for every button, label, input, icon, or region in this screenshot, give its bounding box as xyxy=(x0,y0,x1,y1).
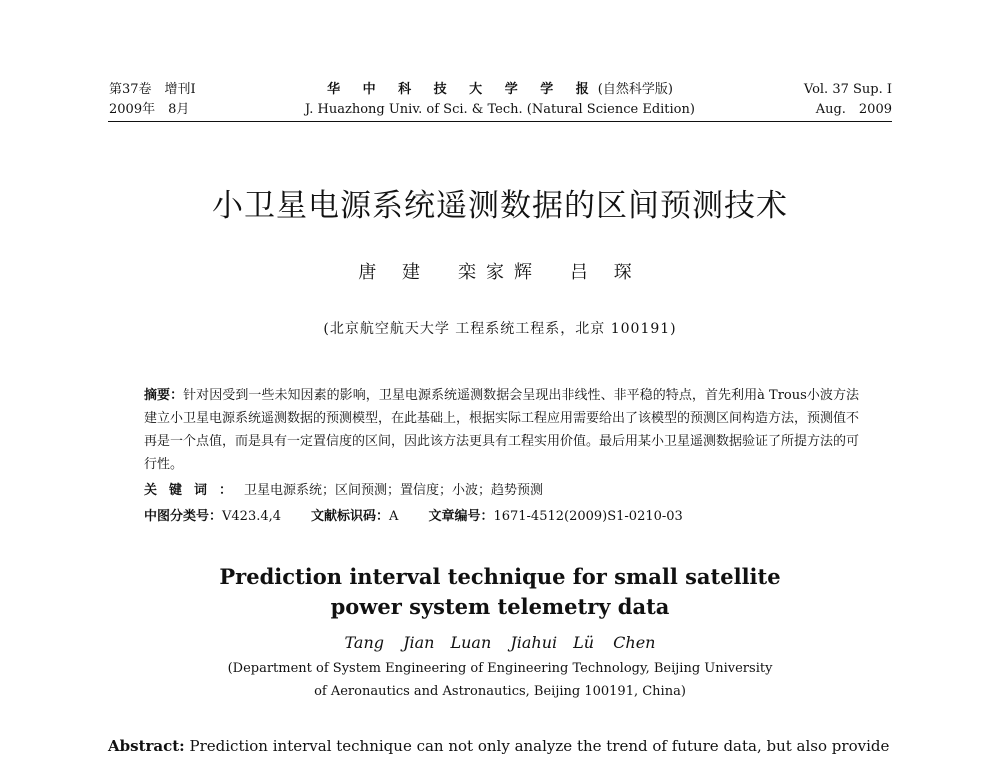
affiliation-en-line1: (Department of System Engineering of Engineering Technology, Beijing University xyxy=(227,661,773,676)
keywords-cn xyxy=(144,481,543,501)
authors-en: Tang Jian Luan Jiahui Lü Chen xyxy=(344,633,656,652)
classification-line xyxy=(144,507,683,527)
abstract-en-label: Abstract: xyxy=(108,737,185,755)
affiliation-en xyxy=(0,657,1000,703)
keywords-cn-text: 卫星电源系统；区间预测；置信度；小波；趋势预测 xyxy=(244,483,544,498)
abstract-cn-text: 针对因受到一些未知因素的影响，卫星电源系统遥测数据会呈现出非线性、非平稳的特点，首先利用à Trous小波方法建立小卫星电源系统遥测数据的预测模型，在此基础上，根据实际工程应用需要给出了该模型的预测区间构造方法，预测值不再是一个点值，而是具有一定置信度的区间，因此该方法更具有工程实用价值。最后用某小卫星遥测数据验证了所提方法的可行性。 xyxy=(144,388,860,472)
clc-value: V423.4,4 xyxy=(222,509,282,524)
authors-cn: 唐 建 栾家辉 吕 琛 xyxy=(358,262,642,283)
paper-title-cn: 小卫星电源系统遥测数据的区间预测技术 xyxy=(212,188,788,224)
abstract-en-text: Prediction interval technique can not only analyze the trend of future data, but also provide xyxy=(189,737,890,755)
affiliation-cn: (北京航空航天大学 工程系统工程系，北京 100191) xyxy=(323,321,677,337)
journal-edition-cn: (自然科学版) xyxy=(597,82,673,97)
paper-title-en-line1: Prediction interval technique for small satellite xyxy=(219,564,781,589)
journal-name-en: J. Huazhong Univ. of Sci. & Tech. (Natural Science Edition) xyxy=(305,102,695,117)
journal-name-cn: 华 中 科 技 大 学 学 报(自然科学版) xyxy=(327,82,673,97)
publication-date-en: Aug. 2009 xyxy=(815,102,892,117)
paper-title-en-line2: power system telemetry data xyxy=(330,594,670,619)
article-number-value: 1671-4512(2009)S1-0210-03 xyxy=(493,509,683,524)
journal-volume-info-en xyxy=(804,80,892,120)
header-rule xyxy=(108,121,892,122)
abstract-en xyxy=(108,736,898,756)
publication-date-cn: 2009年 8月 xyxy=(109,102,190,117)
abstract-cn xyxy=(144,384,859,476)
journal-name xyxy=(300,80,700,120)
keywords-cn-label: 关键词： xyxy=(144,483,245,498)
volume-issue-en: Vol. 37 Sup. Ⅰ xyxy=(803,82,892,97)
article-number-label: 文章编号： xyxy=(428,509,494,524)
doc-code-value: A xyxy=(389,509,399,524)
volume-issue: 第37卷 增刊Ⅰ xyxy=(109,82,196,97)
doc-code-label: 文献标识码： xyxy=(311,509,390,524)
journal-volume-info xyxy=(109,80,196,120)
abstract-cn-label: 摘要： xyxy=(144,388,184,403)
paper-title-en xyxy=(0,562,1000,622)
affiliation-en-line2: of Aeronautics and Astronautics, Beijing 100191, China) xyxy=(314,684,686,699)
clc-label: 中图分类号： xyxy=(144,509,223,524)
